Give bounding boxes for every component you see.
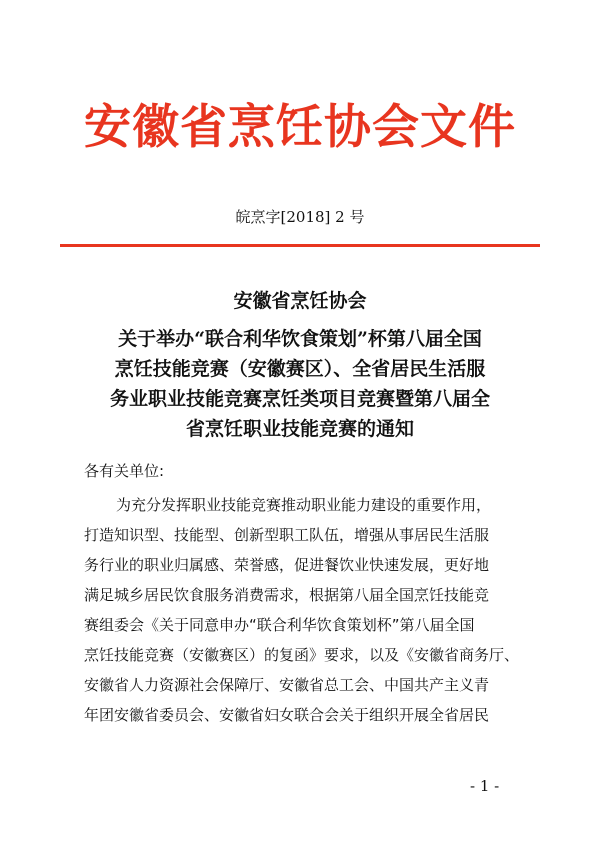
notice-title-line: 关于举办“联合利华饮食策划”杯第八届全国	[118, 328, 482, 350]
body-line: 务行业的职业归属感、荣誉感，促进餐饮业快速发展，更好地	[84, 556, 490, 574]
body-line: 烹饪技能竞赛（安徽赛区）的复函》要求，以及《安徽省商务厅、	[84, 646, 520, 664]
notice-title-line: 务业职业技能竞赛烹饪类项目竞赛暨第八届全	[109, 388, 490, 410]
page-number: - 1 -	[470, 777, 500, 795]
body-line: 年团安徽省委员会、安徽省妇女联合会关于组织开展全省居民	[84, 706, 490, 724]
body-paragraph	[84, 490, 524, 730]
document-number: 皖烹字[2018] 2 号	[235, 208, 365, 226]
notice-title-line: 烹饪技能竞赛（安徽赛区）、全省居民生活服	[114, 358, 486, 380]
body-line: 为充分发挥职业技能竞赛推动职业能力建设的重要作用，	[116, 496, 492, 514]
notice-title	[70, 324, 530, 444]
notice-title-line: 省烹饪职业技能竞赛的通知	[185, 418, 414, 440]
document-masthead: 安徽省烹饪协会文件	[84, 100, 516, 155]
header-divider-line	[60, 244, 540, 247]
body-line: 赛组委会《关于同意申办“联合利华饮食策划杯”第八届全国	[84, 616, 475, 634]
body-line: 安徽省人力资源社会保障厅、安徽省总工会、中国共产主义青	[84, 676, 490, 694]
body-line: 满足城乡居民饮食服务消费需求，根据第八届全国烹饪技能竞	[84, 586, 490, 604]
body-line: 打造知识型、技能型、创新型职工队伍，增强从事居民生活服	[84, 526, 490, 544]
organization-title: 安徽省烹饪协会	[233, 290, 367, 312]
salutation: 各有关单位:	[84, 462, 165, 480]
